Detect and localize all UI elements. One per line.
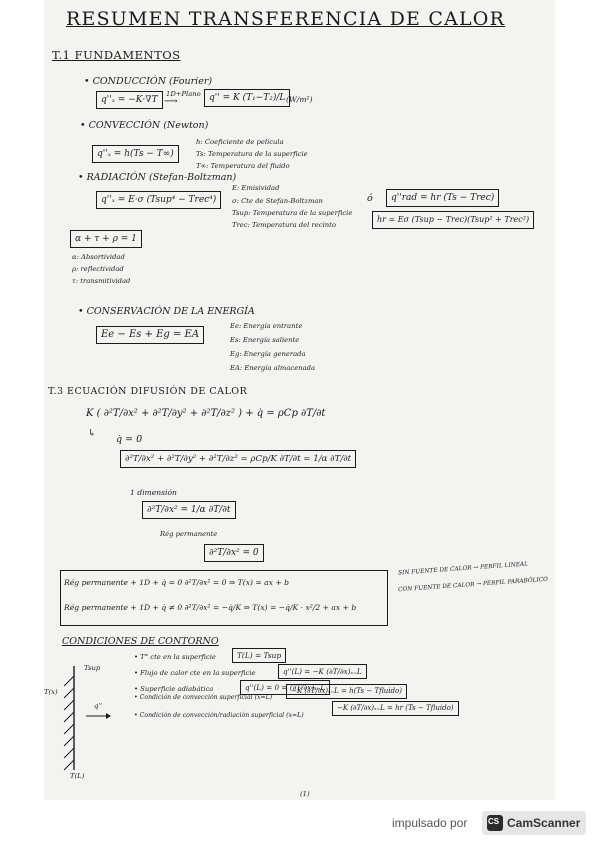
contorno-item-1: • T° cte en la superficie: [134, 653, 216, 661]
def-tau: τ: transmitividad: [72, 277, 131, 285]
energia-def-es: Es: Energía saliente: [230, 336, 300, 344]
difusion-nogen-equation: ∂²T/∂x² + ∂²T/∂y² + ∂²T/∂z² = ρCp/K ∂T/∂t = 1/α ∂T/∂t: [120, 450, 356, 468]
contorno-eq-4: −K (∂T/∂x)ₓ₌L = h(Ts − Tfluido): [286, 684, 407, 699]
conduccion-label: • CONDUCCIÓN (Fourier): [84, 76, 213, 87]
side-note-lineal: SIN FUENTE DE CALOR → PERFIL LINEAL: [397, 561, 529, 577]
conduccion-arrow-note: 1D+Plano: [166, 90, 201, 98]
reg-permanente-label: Rég permanente: [160, 530, 218, 538]
radiacion-def-sigma: σ: Cte de Stefan-Boltzman: [232, 197, 323, 205]
section-heading-difusion: T.3 ECUACIÓN DIFUSIÓN DE CALOR: [48, 386, 248, 397]
arrow-icon: ⟶: [164, 96, 178, 107]
conduccion-formula: q''ₓ = −K·∇T: [96, 91, 163, 109]
contorno-eq-1: T(L) = Tsup: [232, 648, 286, 663]
page-number: (1): [300, 790, 310, 798]
def-alpha: α: Absortividad: [72, 253, 125, 261]
conveccion-def-tinf: T∞: Temperatura del fluido: [196, 162, 290, 170]
hr-formula: hr = Eσ (Tsup − Trec)(Tsup² + Trec²): [372, 211, 534, 229]
curved-arrow-icon: ↳: [88, 428, 96, 439]
contorno-eq-5: −K (∂T/∂x)ₓ₌L = hr (Ts − Tfluido): [332, 701, 459, 716]
or-label: ó: [367, 193, 373, 204]
camscanner-logo-text: CS: [488, 817, 500, 826]
one-dim-label: 1 dimensión: [130, 488, 177, 497]
section-heading-fundamentos: T.1 FUNDAMENTOS: [52, 48, 181, 62]
contorno-item-2: • Flujo de calor cte en la superficie: [134, 669, 256, 677]
page-title: RESUMEN TRANSFERENCIA DE CALOR: [66, 8, 506, 30]
qzero-label: q̇ = 0: [116, 434, 143, 445]
energia-def-eg: Eg: Energía generada: [230, 350, 306, 358]
radiacion-formula: q''ₓ = E·σ (Tsup⁴ − Trec⁴): [96, 191, 221, 209]
summary-line-sin-generacion: Rég permanente + 1D + q̇ = 0 ∂²T/∂x² = 0 ⇒ T(x) = ax + b: [64, 578, 290, 587]
regimen-permanente-equation: ∂²T/∂x² = 0: [204, 544, 264, 562]
radiacion-def-trec: Trec: Temperatura del recinto: [232, 221, 336, 229]
radiacion-hr-formula: q''rad = hr (Ts − Trec): [386, 189, 499, 207]
energia-formula: Ee − Es + Eg = EA: [96, 326, 204, 344]
contorno-item-3: • Superficie adiabática: [134, 685, 214, 693]
difusion-1d-equation: ∂²T/∂x² = 1/α ∂T/∂t: [142, 501, 236, 519]
radiacion-label: • RADIACIÓN (Stefan-Boltzman): [78, 172, 237, 183]
contorno-heading: CONDICIONES DE CONTORNO: [62, 636, 219, 647]
contorno-item-5: • Condición de convección/radiación superficial (x=L): [134, 712, 304, 719]
diagram-tl-label: T(L): [70, 772, 85, 780]
contorno-eq-2: q''(L) = −K (∂T/∂x)ₓ₌L: [278, 664, 367, 679]
summary-line-con-generacion: Rég permanente + 1D + q̇ ≠ 0 ∂²T/∂x² = −q̇/K ⇒ T(x) = −q̇/K · x²/2 + ax + b: [64, 603, 357, 612]
camscanner-brand: CamScanner: [507, 816, 581, 830]
conveccion-label: • CONVECCIÓN (Newton): [80, 120, 209, 131]
conveccion-def-h: h: Coeficiente de película: [196, 138, 284, 146]
absortividad-formula: α + τ + ρ = 1: [70, 230, 142, 248]
energia-def-ee: Ee: Energía entrante: [230, 322, 303, 330]
contorno-item-4: • Condición de convección superficial (x=L): [134, 694, 273, 701]
conveccion-def-ts: Ts: Temperatura de la superficie: [196, 150, 308, 158]
energia-label: • CONSERVACIÓN DE LA ENERGÍA: [78, 306, 255, 317]
radiacion-def-e: E: Emisividad: [232, 184, 280, 192]
def-rho: ρ: reflectividad: [72, 265, 124, 273]
difusion-main-equation: K ( ∂²T/∂x² + ∂²T/∂y² + ∂²T/∂z² ) + q̇ = ρCp ∂T/∂t: [86, 408, 326, 419]
contorno-eq-3: q''(L) = 0 = (∂T/∂x)ₓ₌L: [240, 680, 330, 695]
radiacion-def-tsup: Tsup: Temperatura de la superficie: [232, 209, 353, 217]
diagram-tx-label: T(x): [44, 688, 58, 696]
side-note-parabolico: CON FUENTE DE CALOR → PERFIL PARABÓLICO: [397, 576, 549, 594]
footer-text: impulsado por: [392, 816, 468, 830]
conveccion-formula: q''ₓ = h(Ts − T∞): [92, 145, 179, 163]
diagram-tsup-label: Tsup: [84, 664, 101, 672]
boundary-wall-diagram: [46, 652, 116, 782]
units-label: (W/m²): [286, 95, 313, 104]
energia-def-ea: EA: Energía almacenada: [230, 364, 316, 372]
diagram-q-label: q'': [94, 702, 103, 710]
conduccion-formula-1d: q'' = K (T₁−T₂)/L: [204, 89, 290, 107]
